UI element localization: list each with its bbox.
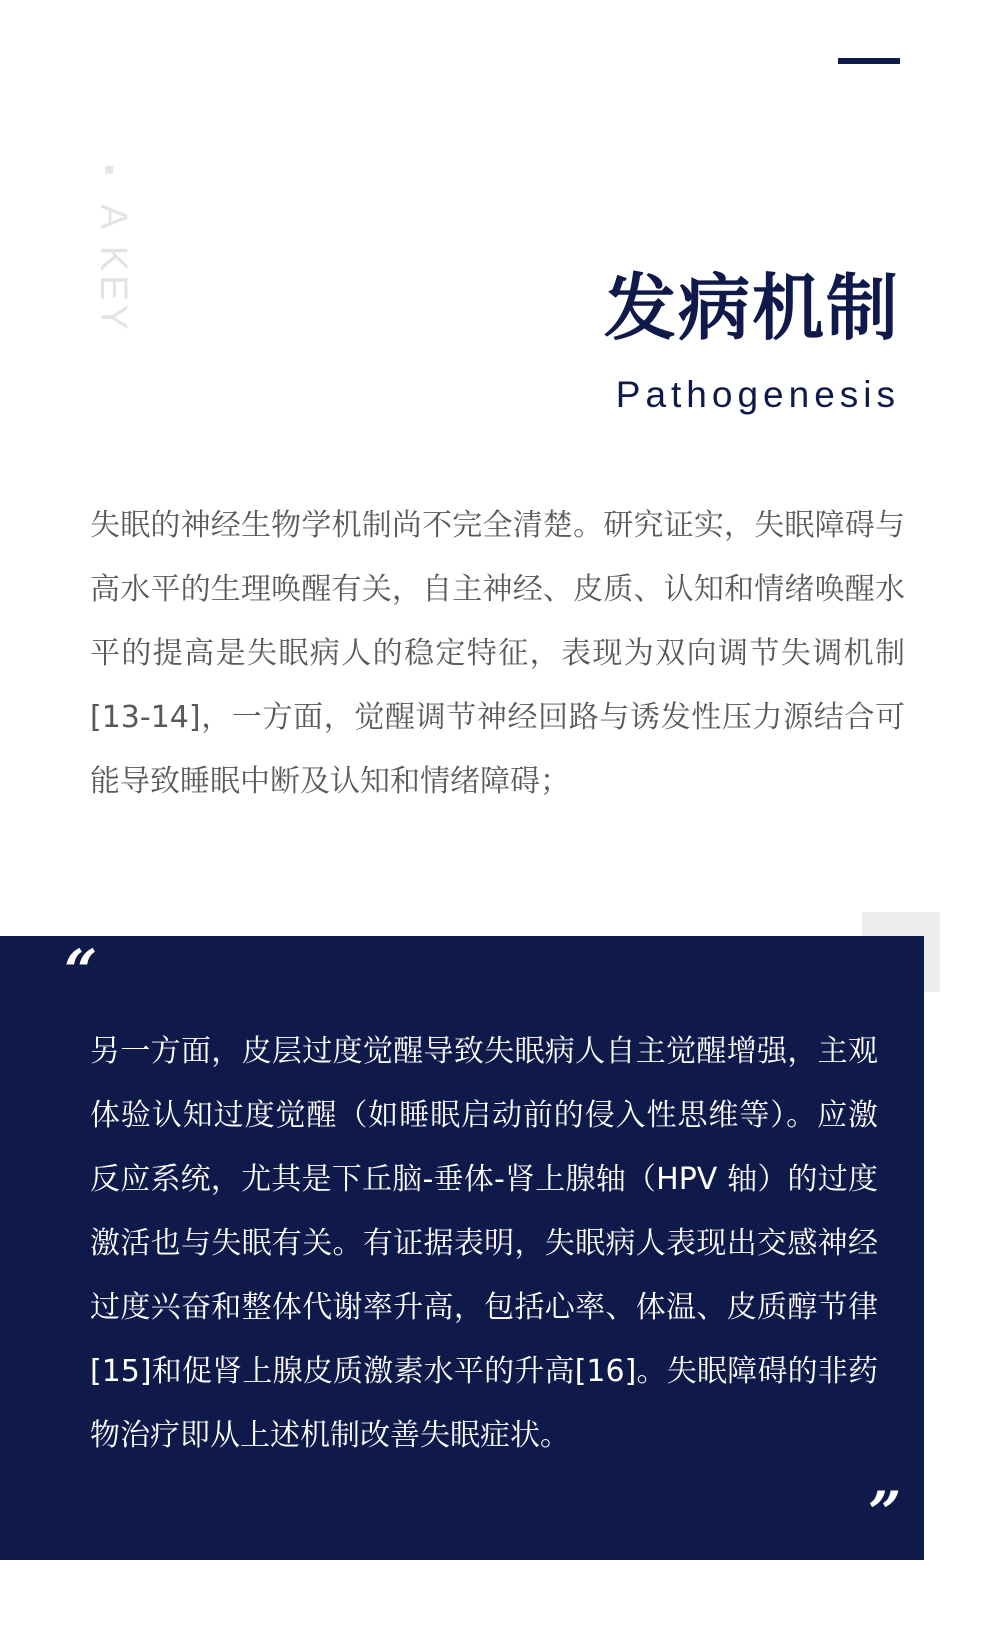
side-decoration	[92, 166, 132, 366]
intro-paragraph: 失眠的神经生物学机制尚不完全清楚。研究证实，失眠障碍与高水平的生理唤醒有关，自主神经、皮质、认知和情绪唤醒水平的提高是失眠病人的稳定特征，表现为双向调节失调机制[13-14]，一方面，觉醒调节神经回路与诱发性压力源结合可能导致睡眠中断及认知和情绪障碍；	[90, 508, 905, 799]
close-quote-icon: ”	[868, 1479, 902, 1547]
side-dot	[105, 166, 113, 174]
page-subtitle: Pathogenesis	[615, 374, 900, 415]
page-title: 发病机制	[603, 266, 900, 350]
open-quote-icon: “	[64, 937, 98, 1005]
top-accent-bar	[838, 58, 900, 64]
quote-paragraph: 另一方面，皮层过度觉醒导致失眠病人自主觉醒增强，主观体验认知过度觉醒（如睡眠启动前的侵入性思维等）。应激反应系统，尤其是下丘脑-垂体-肾上腺轴（HPV 轴）的过度激活也与失眠有关。有证据表明，失眠病人表现出交感神经过度兴奋和整体代谢率升高，包括心率、体温、皮质醇节律[15]和促肾上腺皮质激素水平的升高[16]。失眠障碍的非药物治疗即从上述机制改善失眠症状。	[90, 1034, 878, 1453]
side-label: A KEY	[92, 204, 134, 334]
quote-box	[0, 936, 924, 1560]
